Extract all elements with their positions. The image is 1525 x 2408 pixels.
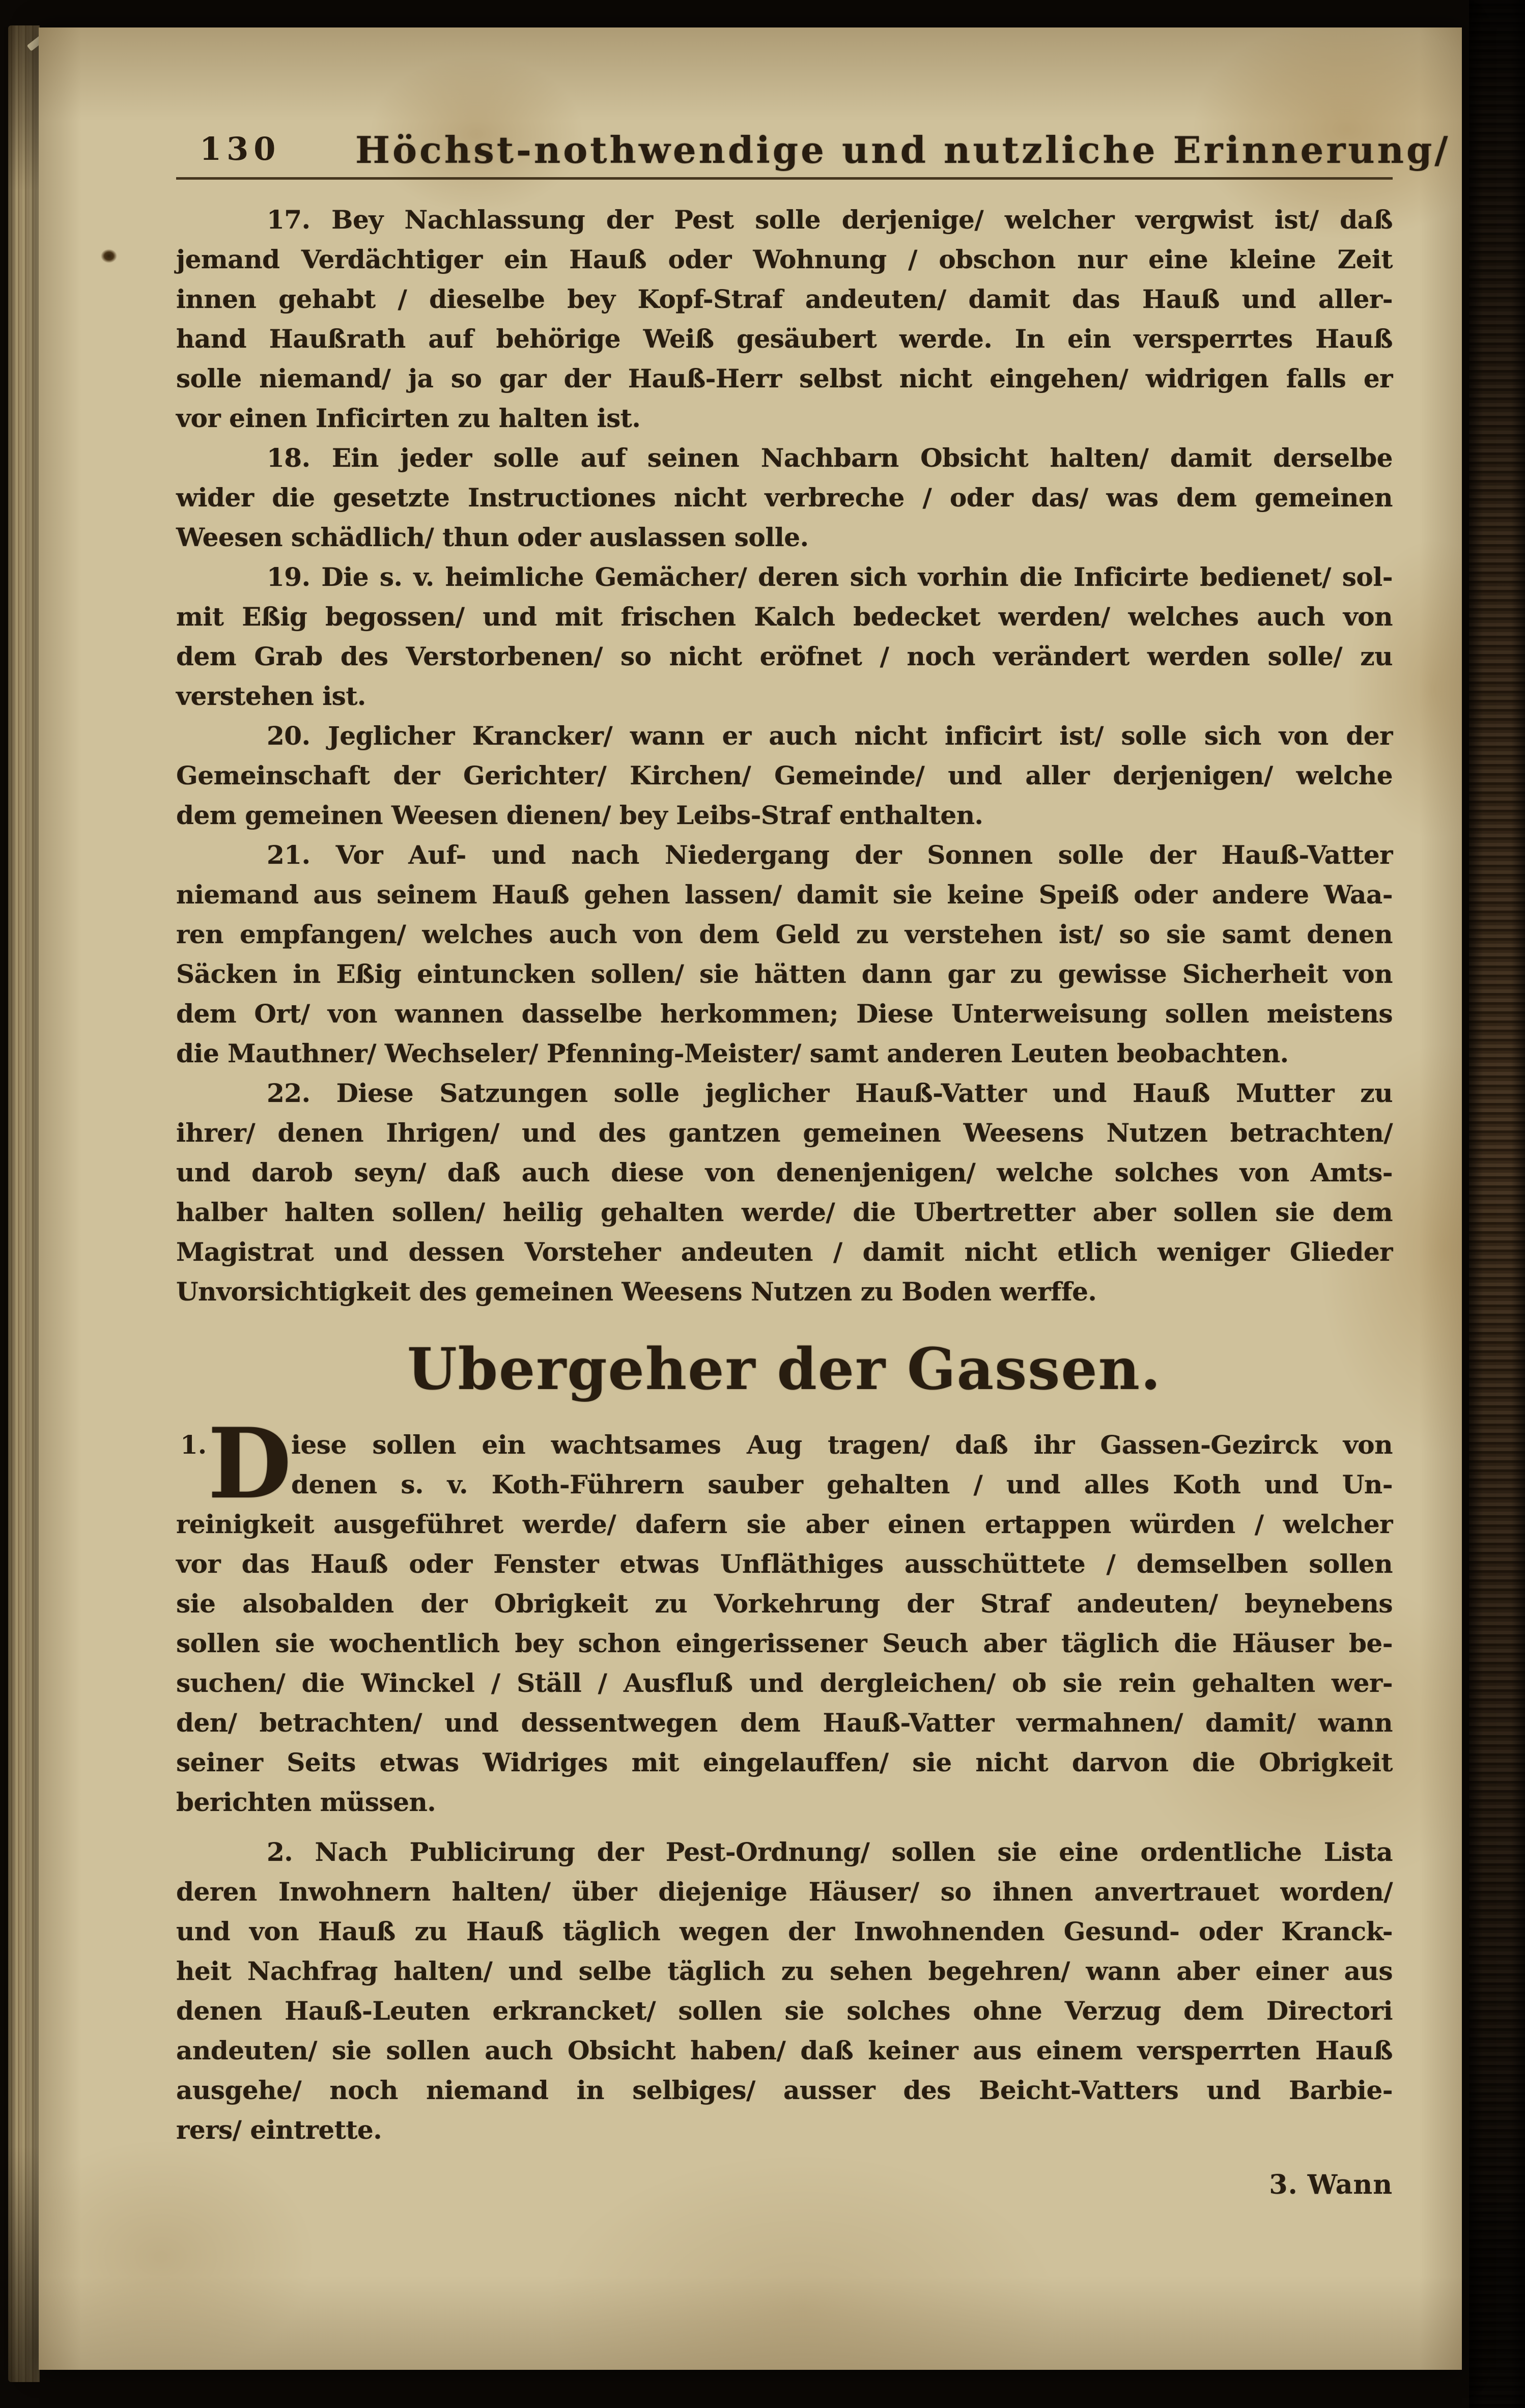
text-line: Magistrat und dessen Vorsteher andeuten / damit nicht etlich weniger Glieder <box>176 1237 1393 1267</box>
text-line: denen Hauß-Leuten erkrancket/ sollen sie solches ohne Verzug dem Directori <box>176 1996 1393 2026</box>
text-line: mit Eßig begossen/ und mit frischen Kalch bedecket werden/ welches auch von <box>176 602 1393 632</box>
text-line: 18. Ein jeder solle auf seinen Nachbarn Obsicht halten/ damit derselbe <box>267 443 1393 473</box>
text-line: vor das Hauß oder Fenster etwas Unfläthiges ausschüttete / demselben sollen <box>176 1549 1393 1579</box>
text-line: suchen/ die Winckel / Ställ / Ausfluß und dergleichen/ ob sie rein gehalten wer- <box>176 1668 1393 1698</box>
paragraph-1 <box>176 1407 1393 1822</box>
text-line: solle niemand/ ja so gar der Hauß-Herr selbst nicht eingehen/ widrigen falls er <box>176 363 1393 393</box>
text-line: und darob seyn/ daß auch diese von denenjenigen/ welche solches von Amts- <box>176 1157 1393 1187</box>
text-column <box>176 125 1451 2200</box>
text-line: die Mauthner/ Wechseler/ Pfenning-Meister/ samt anderen Leuten beobachten. <box>176 1038 1289 1068</box>
text-line: Weesen schädlich/ thun oder auslassen solle. <box>176 522 809 552</box>
paragraph-18 <box>176 438 1393 557</box>
text-line: 21. Vor Auf- und nach Niedergang der Sonnen solle der Hauß-Vatter <box>267 840 1393 870</box>
running-header-title: Höchst-nothwendige und nutzliche Erinnerung/ <box>355 128 1451 172</box>
text-line: niemand aus seinem Hauß gehen lassen/ damit sie keine Speiß oder andere Waa- <box>176 880 1393 910</box>
page-edges-right <box>1469 0 1525 2408</box>
paragraph-20 <box>176 716 1393 835</box>
paragraph-21 <box>176 835 1393 1073</box>
text-line: sie alsobalden der Obrigkeit zu Vorkehrung der Straf andeuten/ beynebens <box>176 1589 1393 1619</box>
text-line: berichten müssen. <box>176 1787 436 1817</box>
text-line: Gemeinschaft der Gerichter/ Kirchen/ Gemeinde/ und aller derjenigen/ welche <box>176 760 1393 790</box>
section-heading: Ubergeher der Gassen. <box>407 1336 1162 1403</box>
text-line: vor einen Inficirten zu halten ist. <box>176 403 641 433</box>
text-line: den/ betrachten/ und dessentwegen dem Hauß-Vatter vermahnen/ damit/ wann <box>176 1708 1393 1738</box>
text-line: dem Ort/ von wannen dasselbe herkommen; Diese Unterweisung sollen meistens <box>176 999 1393 1029</box>
paragraph-number: 1. <box>180 1430 207 1460</box>
text-line: 22. Diese Satzungen solle jeglicher Hauß-Vatter und Hauß Mutter zu <box>267 1078 1393 1108</box>
text-line: dem gemeinen Weesen dienen/ bey Leibs-Straf enthalten. <box>176 800 983 830</box>
text-line: innen gehabt / dieselbe bey Kopf-Straf andeuten/ damit das Hauß und aller- <box>176 284 1393 314</box>
text-line: deren Inwohnern halten/ über diejenige Häuser/ so ihnen anvertrauet worden/ <box>176 1877 1393 1907</box>
text-line: hand Haußrath auf behörige Weiß gesäubert werde. In ein versperrtes Hauß <box>176 324 1393 354</box>
page-number: 130 <box>200 130 281 167</box>
dropcap-initial: D <box>208 1407 292 1520</box>
text-line: dem Grab des Verstorbenen/ so nicht eröfnet / noch verändert werden solle/ zu <box>176 641 1393 671</box>
paragraph-17 <box>176 200 1393 438</box>
text-line: Säcken in Eßig eintuncken sollen/ sie hätten dann gar zu gewisse Sicherheit von <box>176 959 1393 989</box>
text-line: und von Hauß zu Hauß täglich wegen der Inwohnenden Gesund- oder Kranck- <box>176 1916 1393 1946</box>
text-line: andeuten/ sie sollen auch Obsicht haben/ daß keiner aus einem versperrten Hauß <box>176 2035 1393 2065</box>
text-line: 17. Bey Nachlassung der Pest solle derjenige/ welcher vergwist ist/ daß <box>267 205 1393 235</box>
text-line: ihrer/ denen Ihrigen/ und des gantzen gemeinen Weesens Nutzen betrachten/ <box>176 1118 1393 1148</box>
text-line: heit Nachfrag halten/ und selbe täglich zu sehen begehren/ wann aber einer aus <box>176 1956 1393 1986</box>
text-line: wider die gesetzte Instructiones nicht verbreche / oder das/ was dem gemeinen <box>176 483 1393 513</box>
text-line: verstehen ist. <box>176 681 366 711</box>
page-edges-left <box>8 25 40 2382</box>
catchword-row <box>176 2169 1393 2200</box>
paragraph-22 <box>176 1073 1393 1312</box>
book-page <box>39 27 1462 2370</box>
text-line: halber halten sollen/ heilig gehalten werde/ die Ubertretter aber sollen sie dem <box>176 1197 1393 1227</box>
text-line: ren empfangen/ welches auch von dem Geld zu verstehen ist/ so sie samt denen <box>176 919 1393 949</box>
wormhole-spot <box>99 247 119 265</box>
text-line: rers/ eintrette. <box>176 2115 382 2145</box>
paragraph-19 <box>176 557 1393 716</box>
text-line: denen s. v. Koth-Führern sauber gehalten / und alles Koth und Un- <box>291 1469 1393 1499</box>
text-line: sollen sie wochentlich bey schon eingerissener Seuch aber täglich die Häuser be- <box>176 1628 1393 1658</box>
text-line: ausgehe/ noch niemand in selbiges/ ausser des Beicht-Vatters und Barbie- <box>176 2075 1393 2105</box>
header-rule <box>176 177 1393 180</box>
paragraph-2 <box>176 1832 1393 2150</box>
running-header <box>176 125 1451 174</box>
text-line: 20. Jeglicher Krancker/ wann er auch nicht inficirt ist/ solle sich von der <box>267 721 1393 751</box>
text-line: 2. Nach Publicirung der Pest-Ordnung/ sollen sie eine ordentliche Lista <box>267 1837 1393 1867</box>
text-line: reinigkeit ausgeführet werde/ dafern sie aber einen ertappen würden / welcher <box>176 1509 1393 1539</box>
text-line: Unvorsichtigkeit des gemeinen Weesens Nutzen zu Boden werffe. <box>176 1277 1097 1307</box>
text-line: iese sollen ein wachtsames Aug tragen/ daß ihr Gassen-Gezirck von <box>291 1430 1393 1460</box>
text-line: jemand Verdächtiger ein Hauß oder Wohnung / obschon nur eine kleine Zeit <box>176 244 1393 274</box>
catchword: 3. Wann <box>1269 2169 1393 2200</box>
text-line: 19. Die s. v. heimliche Gemächer/ deren sich vorhin die Inficirte bedienet/ sol- <box>267 562 1393 592</box>
text-line: seiner Seits etwas Widriges mit eingelauffen/ sie nicht darvon die Obrigkeit <box>176 1747 1393 1777</box>
